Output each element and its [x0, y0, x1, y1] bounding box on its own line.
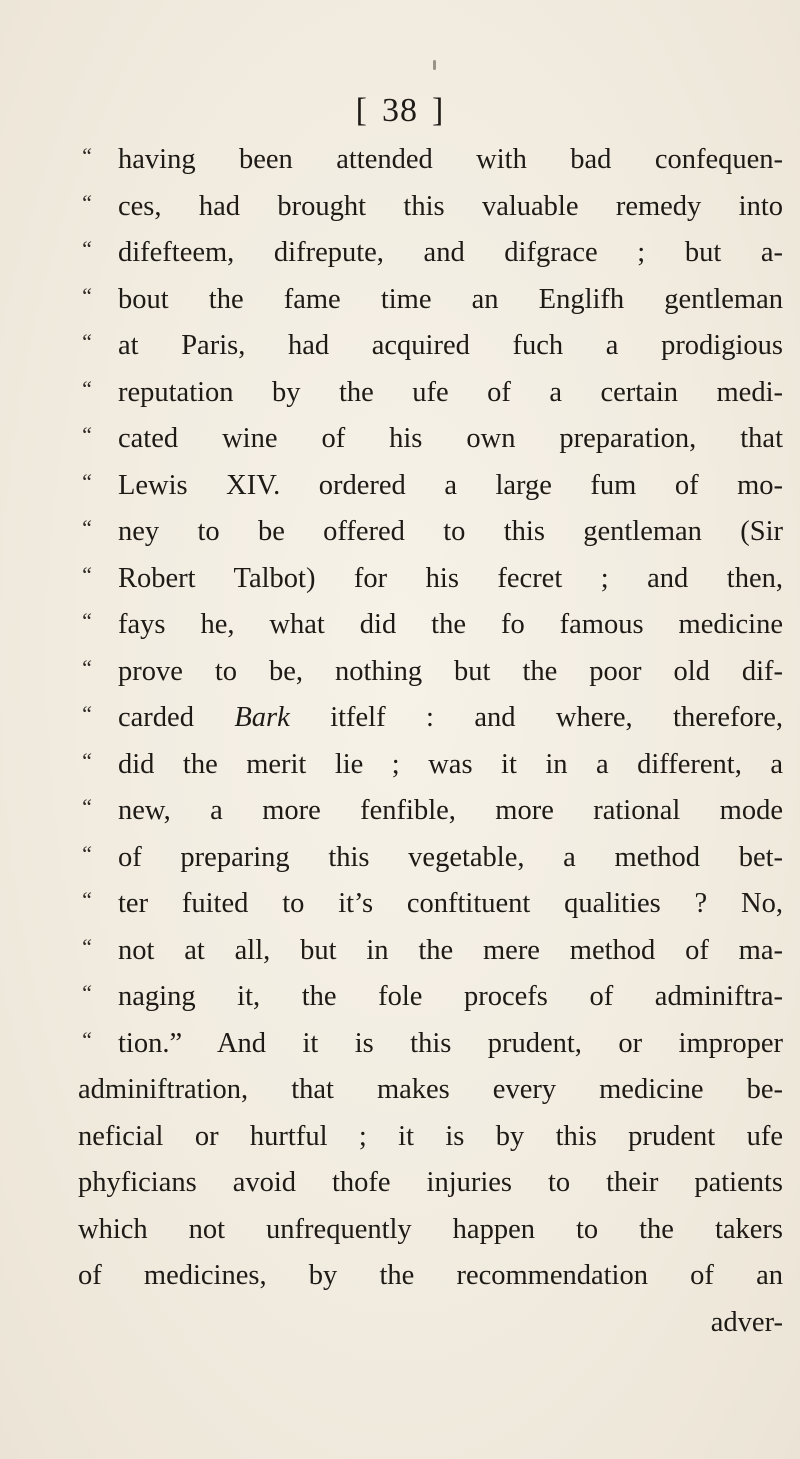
- quote-mark: “: [80, 887, 93, 912]
- italic-word: Bark: [234, 702, 290, 733]
- quote-mark: “: [80, 515, 93, 540]
- quote-mark: “: [80, 189, 93, 215]
- text-line: “ cated wine of his own preparation, that: [0, 416, 800, 463]
- text-line: “ Lewis XIV. ordered a large fum of mo-: [0, 463, 800, 510]
- text-line: “ reputation by the ufe of a certain medi-: [0, 370, 800, 417]
- quote-mark: “: [80, 236, 93, 261]
- text-line: “ tion.” And it is this prudent, or improper: [0, 1021, 800, 1068]
- text-line: “ new, a more fenfible, more rational mode: [0, 788, 800, 835]
- catchword: adver-: [710, 1306, 783, 1338]
- text-line: “ Robert Talbot) for his fecret ; and then,: [0, 556, 800, 603]
- text-line: “ of preparing this vegetable, a method bet-: [0, 835, 800, 882]
- quote-mark: “: [80, 794, 93, 819]
- text-line: neficial or hurtful ; it is by this prudent ufe: [78, 1120, 783, 1152]
- quote-mark: “: [80, 422, 93, 447]
- text-line: “ ces, had brought this valuable remedy into: [0, 184, 800, 231]
- text-line: “ naging it, the fole procefs of adminiftra-: [0, 974, 800, 1021]
- text-line: “ bout the fame time an Englifh gentleman: [0, 277, 800, 324]
- quote-mark: “: [80, 701, 93, 726]
- catchword-line: [0, 1300, 800, 1347]
- bracket-close: ]: [432, 92, 445, 129]
- text-line: of medicines, by the recommendation of an: [78, 1260, 783, 1291]
- text-line: “ ter fuited to it’s conftituent qualities ? No,: [0, 881, 800, 928]
- quote-mark: “: [80, 282, 93, 308]
- quote-mark: “: [80, 329, 93, 354]
- text-line: “ having been attended with bad confequen-: [0, 137, 800, 184]
- text-line: “ fays he, what did the fo famous medicine: [0, 602, 800, 649]
- text-line: “ difefteem, difrepute, and difgrace ; but a-: [0, 230, 800, 277]
- ink-mark: [433, 60, 436, 70]
- text-line: adminiftration, that makes every medicine be-: [78, 1074, 783, 1105]
- body-text: [0, 137, 800, 1346]
- quote-mark: “: [80, 980, 93, 1005]
- quote-mark: “: [80, 375, 93, 401]
- quote-mark: “: [80, 933, 93, 959]
- quote-mark: “: [80, 747, 93, 773]
- text-line: which not unfrequently happen to the takers: [78, 1213, 783, 1245]
- text-line: “ not at all, but in the mere method of ma-: [0, 928, 800, 975]
- text-line: phyficians avoid thofe injuries to their patients: [78, 1167, 783, 1198]
- page-header: [0, 92, 800, 130]
- quote-mark: “: [80, 143, 93, 168]
- text-line: “ ney to be offered to this gentleman (Sir: [0, 509, 800, 556]
- text-line: “ carded Bark itfelf : and where, therefore,: [0, 695, 800, 742]
- quote-mark: “: [80, 1026, 93, 1052]
- quote-mark: “: [80, 468, 93, 494]
- text-line: “ did the merit lie ; was it in a different, a: [0, 742, 800, 789]
- quote-mark: “: [80, 608, 93, 633]
- bracket-open: [: [355, 92, 368, 129]
- quote-mark: “: [80, 654, 93, 680]
- text-line: “ at Paris, had acquired fuch a prodigious: [0, 323, 800, 370]
- page-number: 38: [382, 92, 418, 129]
- quote-mark: “: [80, 840, 93, 866]
- text-line: “ prove to be, nothing but the poor old dif-: [0, 649, 800, 696]
- quote-mark: “: [80, 561, 93, 587]
